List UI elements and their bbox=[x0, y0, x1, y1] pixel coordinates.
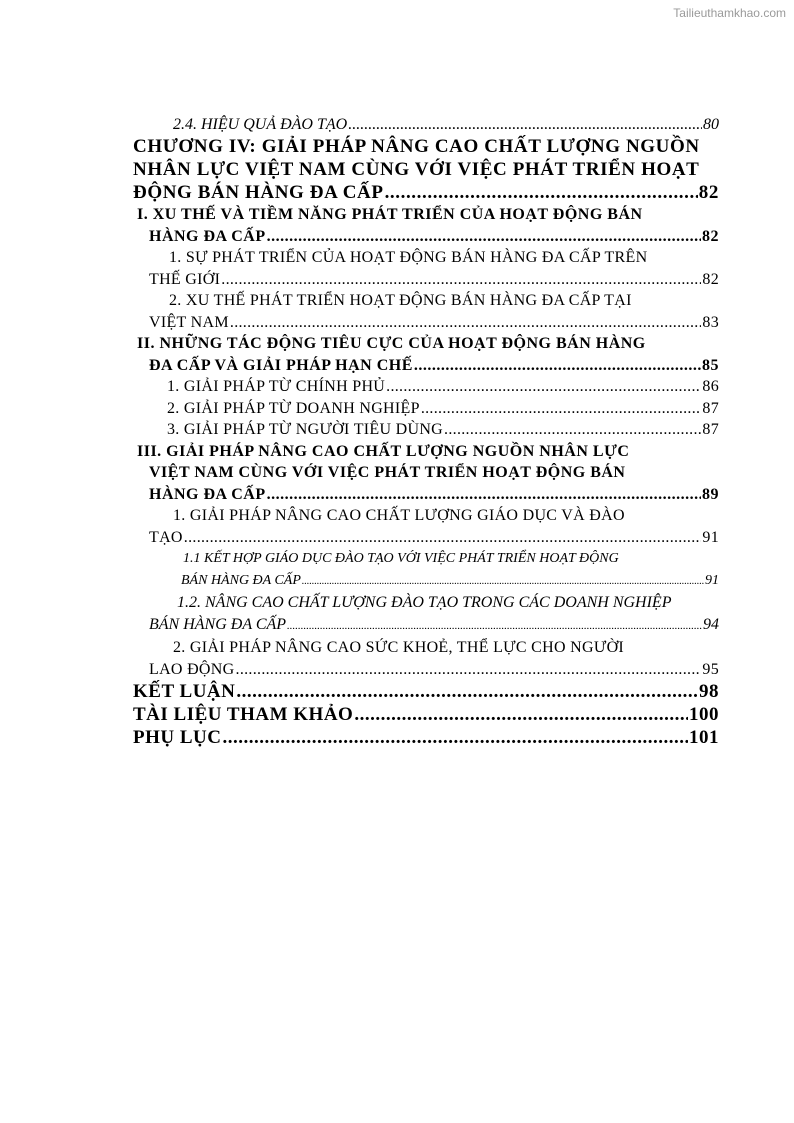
dot-leader bbox=[230, 312, 702, 334]
toc-page-number: 82 bbox=[702, 227, 719, 245]
toc-entry-title: PHỤ LỤC bbox=[133, 727, 222, 748]
toc-entry-title-line-1: III. GIẢI PHÁP NÂNG CAO CHẤT LƯỢNG NGUỒN NHÂN LỰC bbox=[137, 442, 630, 460]
dot-leader bbox=[354, 703, 688, 726]
dot-leader bbox=[444, 419, 701, 441]
toc-page-number: 82 bbox=[702, 270, 719, 288]
table-of-contents bbox=[133, 114, 719, 749]
toc-page-number: 87 bbox=[702, 421, 719, 438]
toc-page-number: 100 bbox=[689, 704, 719, 725]
dot-leader bbox=[267, 226, 701, 248]
toc-entry-ii-1[interactable] bbox=[133, 376, 719, 398]
toc-page-number: 91 bbox=[702, 528, 719, 546]
toc-entry-title-line-2: BÁN HÀNG ĐA CẤP bbox=[181, 572, 301, 588]
toc-entry-title: 2.4. HIỆU QUẢ ĐÀO TẠO bbox=[173, 116, 348, 133]
toc-page-number: 91 bbox=[705, 572, 719, 588]
toc-entry-i-1[interactable] bbox=[133, 247, 719, 290]
toc-entry-title-line-1: 2. GIẢI PHÁP NÂNG CAO SỨC KHOẺ, THỂ LỰC CHO NGƯỜI bbox=[173, 639, 625, 656]
toc-entry-iii-1[interactable] bbox=[133, 505, 719, 548]
toc-entry-title-line-2: BÁN HÀNG ĐA CẤP bbox=[149, 615, 287, 633]
toc-page-number: 83 bbox=[702, 313, 719, 331]
toc-page-number: 85 bbox=[702, 356, 719, 374]
toc-page-number: 87 bbox=[702, 399, 719, 417]
toc-entry-title-line-2: VIỆT NAM bbox=[149, 313, 229, 331]
toc-entry-conclusion[interactable] bbox=[133, 680, 719, 703]
toc-entry-section-iii[interactable] bbox=[133, 441, 719, 506]
toc-entry-section-i[interactable] bbox=[133, 204, 719, 247]
toc-entry-title-line-1: II. NHỮNG TÁC ĐỘNG TIÊU CỰC CỦA HOẠT ĐỘNG BÁN HÀNG bbox=[137, 335, 646, 352]
dot-leader bbox=[421, 398, 702, 420]
toc-page-number: 89 bbox=[702, 485, 719, 503]
toc-entry-title-line-2: VIỆT NAM CÙNG VỚI VIỆC PHÁT TRIỂN HOẠT ĐỘNG BÁN bbox=[149, 464, 626, 481]
dot-leader bbox=[184, 527, 702, 549]
toc-entry-title-line-1: 1.1 KẾT HỢP GIÁO DỤC ĐÀO TẠO VỚI VIỆC PHÁT TRIỂN HOẠT ĐỘNG bbox=[183, 551, 619, 566]
toc-entry-references[interactable] bbox=[133, 703, 719, 726]
dot-leader bbox=[236, 659, 702, 681]
toc-entry-appendix[interactable] bbox=[133, 726, 719, 749]
dot-leader bbox=[386, 376, 701, 398]
dot-leader bbox=[414, 355, 701, 377]
toc-entry-title: KẾT LUẬN bbox=[133, 681, 236, 702]
dot-leader bbox=[222, 726, 688, 749]
toc-entry-title-line-2: THẾ GIỚI bbox=[149, 270, 221, 288]
toc-entry-i-2[interactable] bbox=[133, 290, 719, 333]
toc-entry-title-line-1: 1. SỰ PHÁT TRIỂN CỦA HOẠT ĐỘNG BÁN HÀNG ĐA CẤP TRÊN bbox=[169, 249, 648, 266]
toc-page-number: 94 bbox=[703, 615, 719, 633]
toc-entry-title-line-1: 1. GIẢI PHÁP NÂNG CAO CHẤT LƯỢNG GIÁO DỤC VÀ ĐÀO bbox=[173, 507, 625, 524]
toc-entry-title-line-2: ĐA CẤP VÀ GIẢI PHÁP HẠN CHẾ bbox=[149, 356, 413, 374]
dot-leader bbox=[302, 571, 704, 593]
toc-entry-title-line-2: TẠO bbox=[149, 528, 183, 546]
watermark: Tailieuthamkhao.com bbox=[673, 6, 786, 20]
toc-page-number: 95 bbox=[702, 660, 719, 678]
dot-leader bbox=[221, 269, 701, 291]
dot-leader bbox=[287, 616, 702, 638]
toc-entry-title-line-3: HÀNG ĐA CẤP bbox=[149, 485, 266, 503]
toc-page-number: 86 bbox=[702, 378, 719, 395]
toc-page-number: 101 bbox=[689, 727, 719, 748]
toc-entry-title-line-1: CHƯƠNG IV: GIẢI PHÁP NÂNG CAO CHẤT LƯỢNG NGUỒN bbox=[133, 136, 700, 157]
toc-page-number: 98 bbox=[699, 681, 719, 702]
toc-entry-iii-1-2[interactable] bbox=[133, 592, 719, 637]
toc-entry-iii-2[interactable] bbox=[133, 637, 719, 680]
toc-entry-title-line-3: ĐỘNG BÁN HÀNG ĐA CẤP bbox=[133, 182, 384, 203]
toc-entry-2-4[interactable] bbox=[133, 114, 719, 135]
toc-page-number: 80 bbox=[703, 116, 719, 133]
dot-leader bbox=[236, 680, 698, 703]
toc-entry-title-line-1: 1.2. NÂNG CAO CHẤT LƯỢNG ĐÀO TẠO TRONG CÁC DOANH NGHIỆP bbox=[177, 594, 672, 611]
toc-entry-section-ii[interactable] bbox=[133, 333, 719, 376]
toc-entry-title-line-1: 2. XU THẾ PHÁT TRIỂN HOẠT ĐỘNG BÁN HÀNG ĐA CẤP TẠI bbox=[169, 292, 632, 309]
toc-entry-title: TÀI LIỆU THAM KHẢO bbox=[133, 704, 354, 725]
dot-leader bbox=[348, 114, 702, 135]
toc-entry-ii-3[interactable] bbox=[133, 419, 719, 441]
dot-leader bbox=[267, 484, 701, 506]
toc-entry-title-line-2: HÀNG ĐA CẤP bbox=[149, 227, 266, 245]
toc-entry-iii-1-1[interactable] bbox=[133, 548, 719, 592]
toc-entry-title: 2. GIẢI PHÁP TỪ DOANH NGHIỆP bbox=[167, 399, 420, 417]
toc-entry-title-line-2: LAO ĐỘNG bbox=[149, 660, 235, 678]
toc-entry-title-line-2: NHÂN LỰC VIỆT NAM CÙNG VỚI VIỆC PHÁT TRIỂN HOẠT bbox=[133, 159, 700, 180]
toc-entry-title-line-1: I. XU THẾ VÀ TIỀM NĂNG PHÁT TRIỂN CỦA HOẠT ĐỘNG BÁN bbox=[137, 206, 643, 223]
toc-page-number: 82 bbox=[698, 182, 719, 203]
toc-entry-chapter-4[interactable] bbox=[133, 135, 719, 204]
toc-entry-ii-2[interactable] bbox=[133, 398, 719, 420]
dot-leader bbox=[385, 181, 698, 204]
toc-entry-title: 3. GIẢI PHÁP TỪ NGƯỜI TIÊU DÙNG bbox=[167, 421, 444, 438]
toc-entry-title: 1. GIẢI PHÁP TỪ CHÍNH PHỦ bbox=[167, 378, 386, 395]
